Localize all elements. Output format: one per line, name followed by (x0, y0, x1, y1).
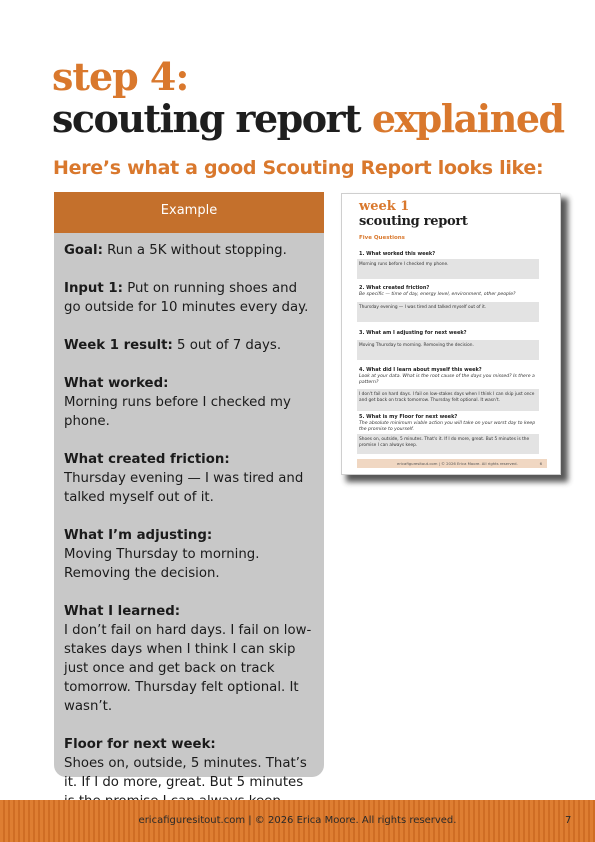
result-text: 5 out of 7 days. (177, 338, 282, 353)
floor-label: Floor for next week: (64, 737, 216, 752)
thumbnail-footer (357, 459, 547, 468)
thumbnail-q5: 5. What is my Floor for next week? (359, 414, 458, 420)
thumbnail-page-number: 6 (539, 461, 542, 466)
thumbnail-q4-hint: Look at your data. What is the root cause of the days you missed? Is there a pattern? (359, 374, 535, 385)
thumbnail-footer-text: ericafiguresitout.com | © 2026 Erica Moore. All rights reserved. (397, 461, 518, 466)
thumbnail-a2: Thursday evening — I was tired and talked myself out of it. (359, 305, 487, 310)
thumbnail-a4-box (357, 389, 539, 411)
adjusting-text-1: Moving Thursday to morning. (64, 547, 260, 562)
goal-block (64, 241, 314, 260)
thumbnail-subtitle: Five Questions (359, 235, 405, 241)
scouting-report-thumbnail (341, 193, 561, 475)
worked-text: Morning runs before I checked my phone. (64, 395, 291, 429)
friction-label: What created friction: (64, 452, 230, 467)
adjusting-text-2: Removing the decision. (64, 566, 220, 581)
footer-copyright: ericafiguresitout.com | © 2026 Erica Moore. All rights reserved. (138, 815, 457, 826)
worked-block (64, 374, 314, 431)
title-accent-part: explained (371, 96, 564, 141)
friction-text: Thursday evening — I was tired and talked myself out of it. (64, 471, 304, 505)
thumbnail-a5-box (357, 434, 539, 454)
subtitle: Here’s what a good Scouting Report looks like: (53, 157, 544, 179)
thumbnail-q4: 4. What did I learn about myself this week? (359, 367, 482, 373)
thumbnail-q1: 1. What worked this week? (359, 251, 436, 257)
thumbnail-a4: I don't fail on hard days. I fail on low-stakes days when I think I can skip just once and get back on track tomorrow. Thursday felt optional. It wasn't. (359, 392, 535, 403)
thumbnail-week: week 1 (359, 199, 410, 214)
thumbnail-a1-box (357, 259, 539, 279)
input-label: Input 1: (64, 281, 123, 296)
example-card-header: Example (54, 192, 324, 233)
page-number: 7 (565, 815, 572, 826)
learned-label: What I learned: (64, 604, 181, 619)
friction-block (64, 450, 314, 507)
result-block (64, 336, 314, 355)
thumbnail-a2-box (357, 302, 539, 322)
example-card (54, 192, 324, 790)
result-label: Week 1 result: (64, 338, 173, 353)
thumbnail-a5: Shoes on, outside, 5 minutes. That's it. If I do more, great. But 5 minutes is the promise I can always keep. (359, 437, 530, 448)
goal-text: Run a 5K without stopping. (107, 243, 287, 258)
thumbnail-q2: 2. What created friction? (359, 285, 430, 291)
worked-label: What worked: (64, 376, 169, 391)
title-step-label: step 4: (52, 54, 189, 99)
floor-text: Shoes on, outside, 5 minutes. That’s it. If I do more, great. But 5 minutes (64, 756, 307, 790)
thumbnail-a1: Morning runs before I checked my phone. (359, 262, 449, 267)
page-title (52, 96, 564, 141)
thumbnail-q3: 3. What am I adjusting for next week? (359, 330, 467, 336)
learned-text: I don’t fail on hard days. I fail on low-stakes days when I think I can skip just once and get back on track tomorrow. Thursday felt optional. It wasn’t. (64, 623, 312, 714)
thumbnail-q5-hint: The absolute minimum viable action you will take on your worst day to keep the promise to yourself. (359, 421, 536, 432)
goal-label: Goal: (64, 243, 103, 258)
thumbnail-a3-box (357, 340, 539, 360)
thumbnail-a3: Moving Thursday to morning. Removing the decision. (359, 343, 474, 348)
example-card-body (54, 233, 324, 811)
title-dark-part: scouting report (52, 96, 361, 141)
thumbnail-q2-hint: Be specific — time of day, energy level, environment, other people? (359, 292, 516, 297)
input-text: Put on running shoes and go outside for 10 minutes every day. (64, 281, 309, 315)
adjusting-label: What I’m adjusting: (64, 528, 213, 543)
adjusting-block (64, 526, 314, 583)
learned-block (64, 602, 314, 716)
input-block (64, 279, 314, 317)
thumbnail-title: scouting report (359, 214, 468, 229)
